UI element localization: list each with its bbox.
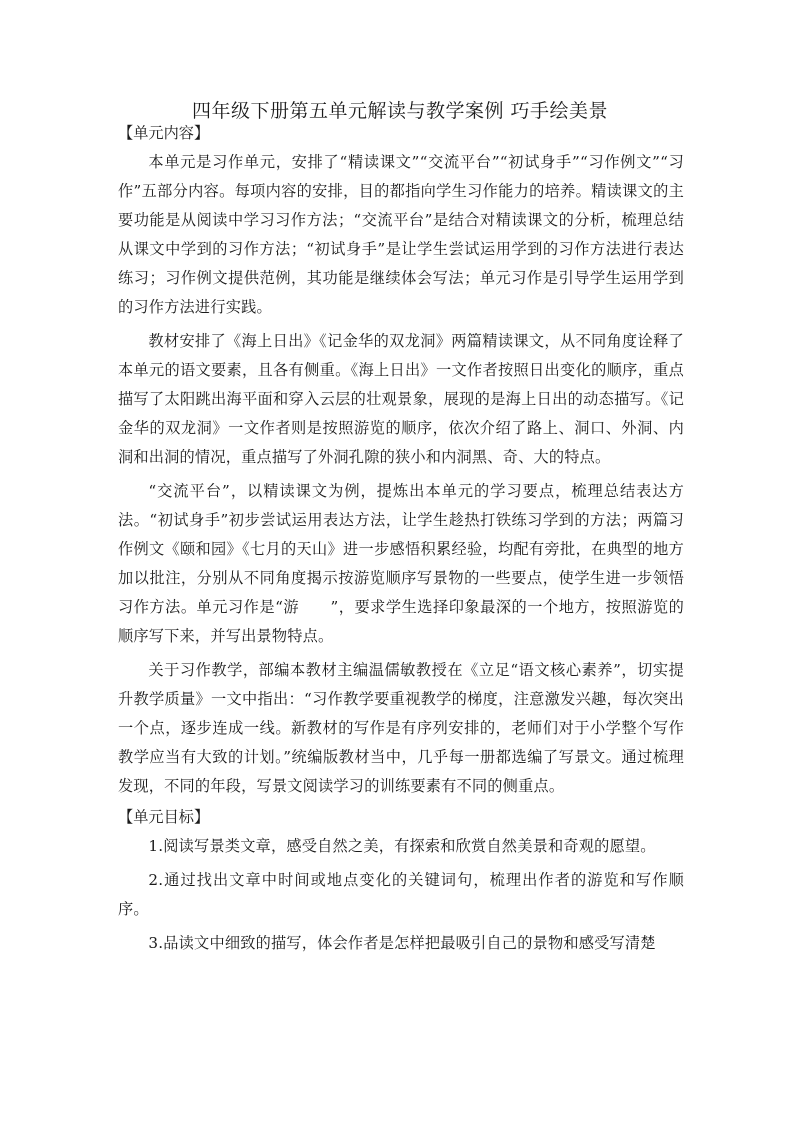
unit-content-section (118, 122, 684, 801)
goal-item: 2.通过找出文章中时间或地点变化的关键词句，梳理出作者的游览和写作顺序。 (118, 871, 684, 918)
document-body (118, 122, 684, 963)
paragraph: 教材安排了《海上日出》《记金华的双龙洞》两篇精读课文，从不同角度诠释了本单元的语文要素，且各有侧重。《海上日出》一文作者按照日出变化的顺序，重点描写了太阳跳出海平面和穿入云层的壮观景象，展现的是海上日出的动态描写。《记金华的双龙洞》一文作者则是按照游览的顺序，依次介绍了路上、洞口、外洞、内洞和出洞的情况，重点描写了外洞孔隙的狭小和内洞黑、奇、大的特点。 (118, 332, 684, 466)
document-title: 四年级下册第五单元解读与教学案例 巧手绘美景 (191, 100, 609, 122)
paragraph: 关于习作教学，部编本教材主编温儒敏教授在《立足“语文核心素养”，切实提升教学质量》一文中指出：“习作教学要重视教学的梯度，注意激发兴趣，每次突出一个点，逐步连成一线。新教材的写作是有序列安排的，老师们对于小学整个写作教学应当有大致的计划。”统编版教材当中，几乎每一册都选编了写景文。通过梳理发现，不同的年段，写景文阅读学习的训练要素有不同的侧重点。 (118, 661, 684, 795)
goal-item: 1.阅读写景类文章，感受自然之美，有探索和欣赏自然美景和奇观的愿望。 (148, 837, 656, 855)
unit-content-heading: 【单元内容】 (118, 124, 210, 142)
unit-goals-section (118, 806, 684, 958)
goal-item: 3.品读文中细致的描写，体会作者是怎样把最吸引自己的景物和感受写清楚 (148, 934, 656, 952)
unit-goals-heading: 【单元目标】 (118, 808, 210, 826)
paragraph: 本单元是习作单元，安排了“精读课文”“交流平台”“初试身手”“习作例文”“习作”五部分内容。每项内容的安排，目的都指向学生习作能力的培养。精读课文的主要功能是从阅读中学习习作方法；“交流平台”是结合对精读课文的分析，梳理总结从课文中学到的习作方法；“初试身手”是让学生尝试运用学到的习作方法进行表达练习；习作例文提供范例，其功能是继续体会写法；单元习作是引导学生运用学到的习作方法进行实践。 (118, 153, 684, 316)
paragraph: “交流平台”，以精读课文为例，提炼出本单元的学习要点，梳理总结表达方法。“初试身手”初步尝试运用表达方法，让学生趁热打铁练习学到的方法；两篇习作例文《颐和园》《七月的天山》进一步感悟积累经验，均配有旁批，在典型的地方加以批注，分别从不同角度揭示按游览顺序写景物的一些要点，使学生进一步领悟习作方法。单元习作是“游 ”，要求学生选择印象最深的一个地方，按照游览的顺序写下来，并写出景物特点。 (118, 482, 684, 645)
